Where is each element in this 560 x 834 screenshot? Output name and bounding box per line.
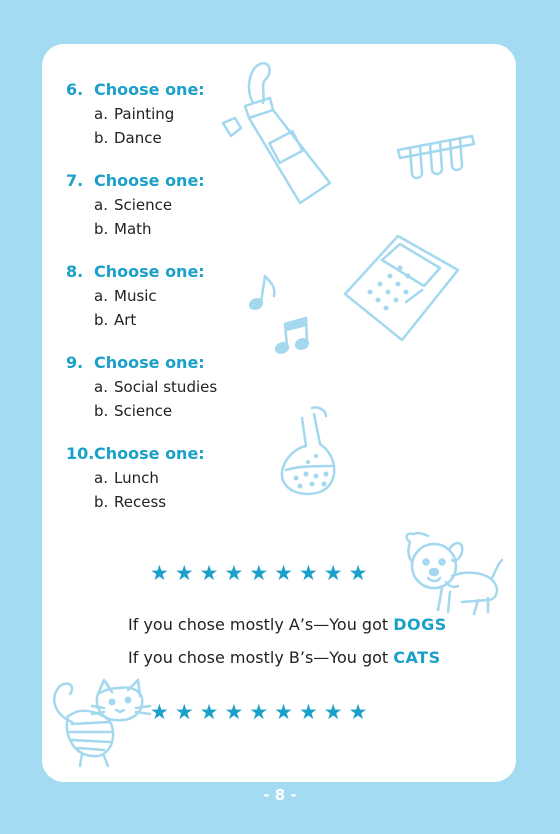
star-divider-bottom <box>150 701 367 723</box>
music-notes-icon <box>248 272 313 357</box>
question-number: 10. <box>66 444 95 463</box>
question-title: Choose one: <box>94 171 205 190</box>
star-icon: ★ <box>323 700 343 724</box>
star-icon: ★ <box>150 561 169 585</box>
star-icon: ★ <box>298 700 318 724</box>
result-animal: CATS <box>393 648 441 667</box>
star-icon: ★ <box>298 561 318 585</box>
page-number: - 8 - <box>263 786 297 804</box>
star-icon: ★ <box>274 700 293 724</box>
option-a: a. Painting <box>94 105 175 123</box>
option-a: a. Science <box>94 196 173 214</box>
paint-tube-icon <box>215 58 340 208</box>
question-9 <box>66 353 217 426</box>
star-icon: ★ <box>249 561 269 585</box>
star-icon: ★ <box>224 561 244 585</box>
result-b <box>128 648 441 667</box>
question-6 <box>66 80 205 153</box>
question-title: Choose one: <box>94 444 205 463</box>
calculator-icon <box>340 232 460 344</box>
result-text: If you chose mostly A’s—You got <box>128 615 394 634</box>
option-b: b. Dance <box>94 129 162 147</box>
question-number: 6. <box>66 80 84 99</box>
option-a: a. Lunch <box>94 469 159 487</box>
question-7 <box>66 171 205 244</box>
result-a <box>128 615 447 634</box>
cat-icon <box>46 676 154 768</box>
option-b: b. Art <box>94 311 137 329</box>
star-icon: ★ <box>199 700 219 724</box>
question-8 <box>66 262 205 335</box>
option-a: a. Social studies <box>94 378 218 396</box>
test-tubes-icon <box>396 128 476 183</box>
star-icon: ★ <box>323 561 343 585</box>
dog-icon <box>402 530 506 616</box>
question-title: Choose one: <box>94 353 205 372</box>
question-title: Choose one: <box>94 80 205 99</box>
star-icon: ★ <box>174 561 194 585</box>
star-icon: ★ <box>224 700 244 724</box>
option-a: a. Music <box>94 287 157 305</box>
star-icon: ★ <box>274 561 293 585</box>
option-b: b. Math <box>94 220 152 238</box>
star-icon: ★ <box>249 700 269 724</box>
question-10 <box>66 444 205 517</box>
star-icon: ★ <box>150 700 169 724</box>
star-icon: ★ <box>174 700 194 724</box>
flask-icon <box>276 404 346 499</box>
question-number: 7. <box>66 171 84 190</box>
option-b: b. Recess <box>94 493 167 511</box>
result-animal: DOGS <box>393 615 447 634</box>
question-number: 8. <box>66 262 84 281</box>
star-icon: ★ <box>199 561 219 585</box>
star-icon: ★ <box>348 700 368 724</box>
option-b: b. Science <box>94 402 173 420</box>
question-title: Choose one: <box>94 262 205 281</box>
question-number: 9. <box>66 353 84 372</box>
star-icon: ★ <box>348 561 368 585</box>
result-text: If you chose mostly B’s—You got <box>128 648 394 667</box>
star-divider-top <box>150 562 367 584</box>
